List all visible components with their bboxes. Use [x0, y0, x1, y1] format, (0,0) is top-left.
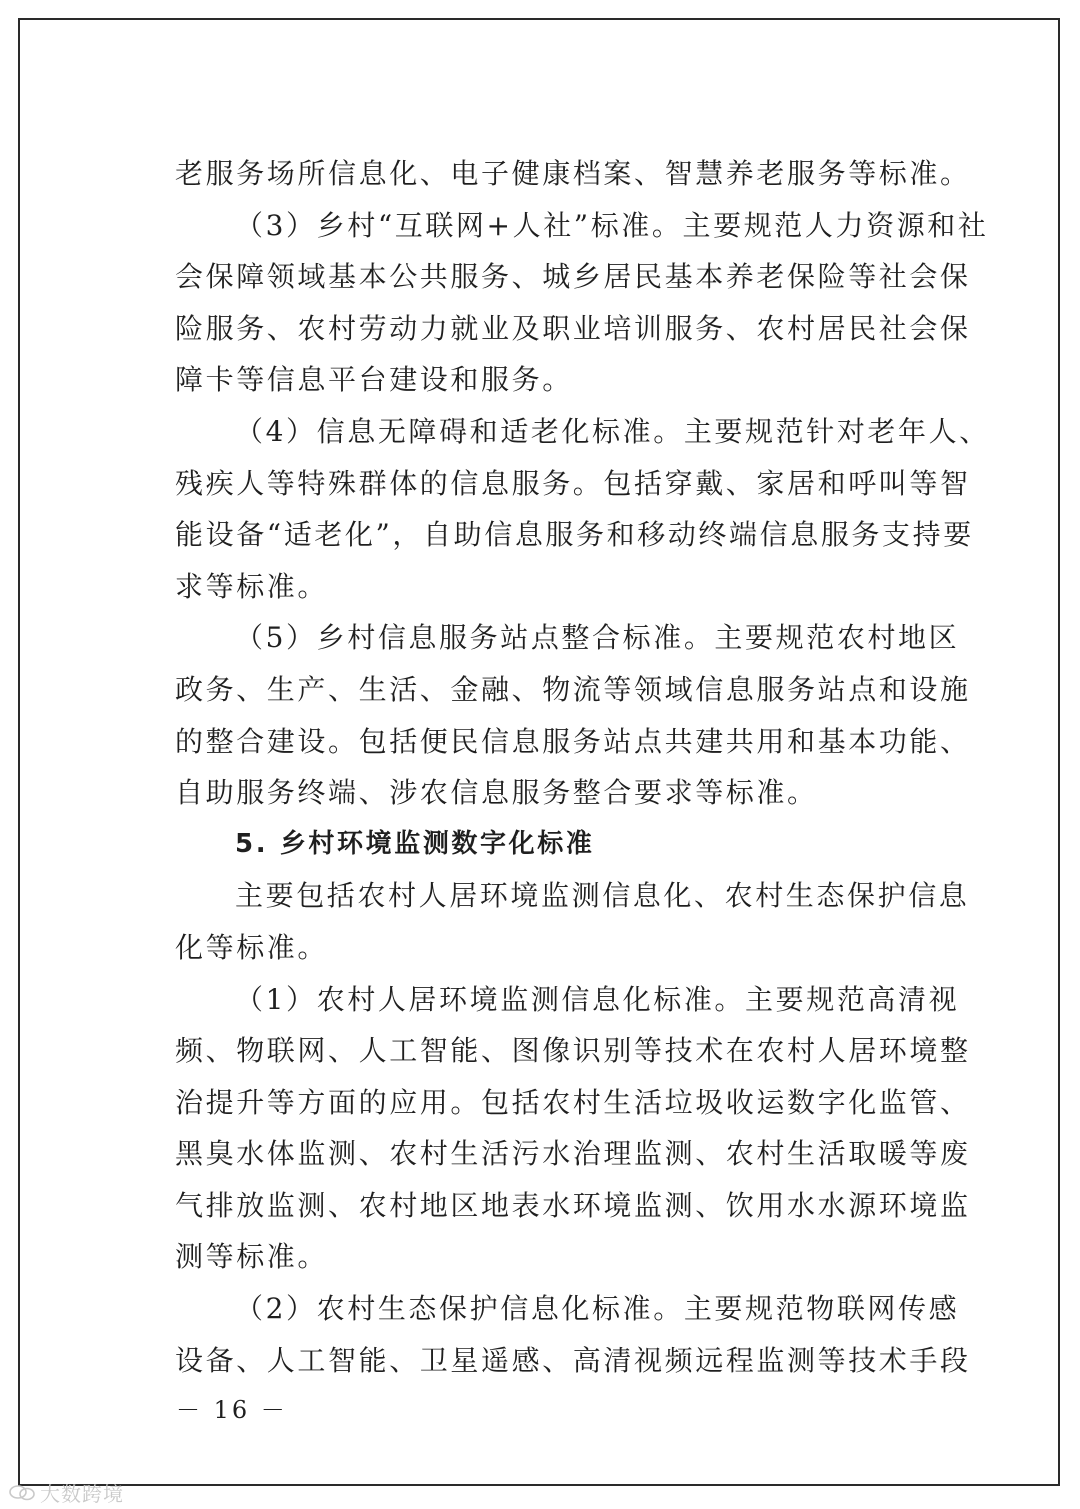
- text-line: 测等标准。: [175, 1240, 329, 1274]
- chat-bubble-icon: [8, 1484, 36, 1502]
- text-line: （3）乡村“互联网+人社”标准。主要规范人力资源和社: [235, 208, 989, 242]
- text-line: 设备、人工智能、卫星遥感、高清视频远程监测等技术手段: [175, 1343, 971, 1377]
- text-line: 黑臭水体监测、农村生活污水治理监测、农村生活取暖等废: [175, 1137, 971, 1171]
- text-line: 治提升等方面的应用。包括农村生活垃圾收运数字化监管、: [175, 1085, 971, 1119]
- text-line: 频、物联网、人工智能、图像识别等技术在农村人居环境整: [175, 1034, 971, 1068]
- watermark: [8, 1478, 124, 1507]
- text-line: 化等标准。: [175, 930, 329, 964]
- text-line: 险服务、农村劳动力就业及职业培训服务、农村居民社会保: [175, 311, 971, 345]
- text-line: 自助服务终端、涉农信息服务整合要求等标准。: [175, 776, 818, 810]
- text-line: 老服务场所信息化、电子健康档案、智慧养老服务等标准。: [175, 157, 971, 190]
- text-line: （5）乡村信息服务站点整合标准。主要规范农村地区: [235, 621, 960, 655]
- section-heading: 5. 乡村环境监测数字化标准: [235, 828, 595, 859]
- text-line: （4）信息无障碍和适老化标准。主要规范针对老年人、: [235, 414, 990, 448]
- text-line: 会保障领域基本公共服务、城乡居民基本养老保险等社会保: [175, 260, 971, 294]
- text-line: 的整合建设。包括便民信息服务站点共建共用和基本功能、: [175, 724, 971, 758]
- text-line: 主要包括农村人居环境监测信息化、农村生态保护信息: [235, 879, 970, 913]
- watermark-text: 大数跨境: [40, 1482, 124, 1506]
- text-line: 障卡等信息平台建设和服务。: [175, 363, 573, 397]
- text-line: 求等标准。: [175, 569, 329, 603]
- text-line: 气排放监测、农村地区地表水环境监测、饮用水水源环境监: [175, 1188, 971, 1222]
- text-line: 残疾人等特殊群体的信息服务。包括穿戴、家居和呼叫等智: [175, 466, 971, 500]
- page-number: － 16 －: [176, 1396, 288, 1424]
- text-line: 能设备“适老化”，自助信息服务和移动终端信息服务支持要: [175, 518, 974, 552]
- document-body: [175, 148, 990, 1386]
- text-line: （2）农村生态保护信息化标准。主要规范物联网传感: [235, 1292, 960, 1326]
- text-line: 政务、生产、生活、金融、物流等领域信息服务站点和设施: [175, 672, 971, 706]
- text-line: （1）农村人居环境监测信息化标准。主要规范高清视: [235, 982, 960, 1016]
